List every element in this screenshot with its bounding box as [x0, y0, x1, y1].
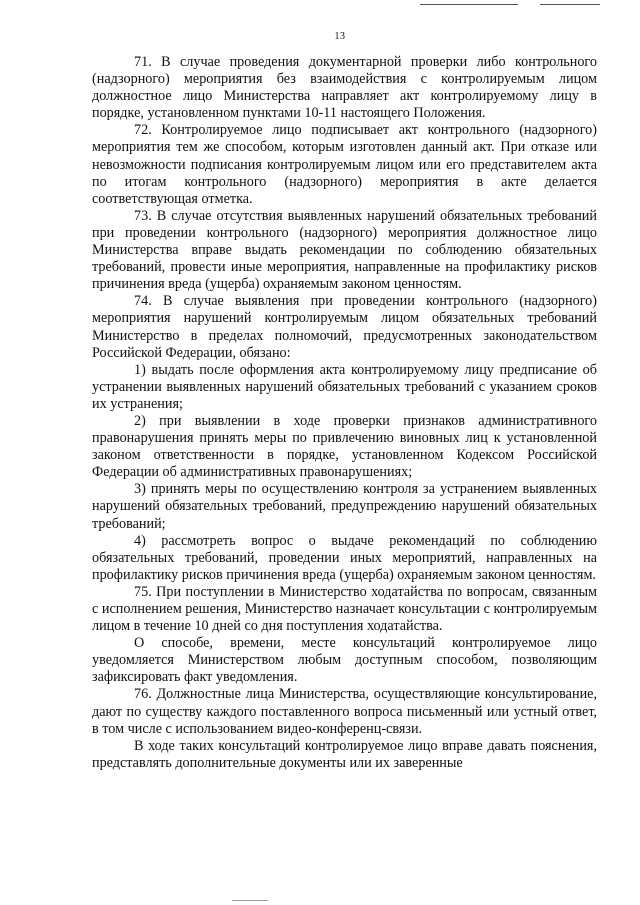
paragraph-74-item-2: 2) при выявлении в ходе проверки признаков административного правонарушения принять меры по привлечению виновных лиц к установленной законом ответственности в порядке, установленном Кодексом Российской Федерации об административных правонарушениях; — [92, 412, 597, 481]
paragraph-74: 74. В случае выявления при проведении контрольного (надзорного) мероприятия нарушений контролируемым лицом обязательных требований Министерство в пределах полномочий, предусмотренных законодательством Российской Федерации, обязано: — [92, 293, 597, 361]
paragraph-73: 73. В случае отсутствия выявленных нарушений обязательных требований при проведении контрольного (надзорного) мероприятия должностное лицо Министерства вправе выдать рекомендации по соблюдению обязательных требований, провести иные мероприятия, направленные на профилактику рисков причинения вреда (ущерба) охраняемым законом ценностям. — [92, 207, 597, 293]
top-scan-rule — [420, 4, 518, 5]
bottom-scan-mark — [232, 900, 268, 901]
paragraph-74-item-1: 1) выдать после оформления акта контролируемому лицу предписание об устранении выявленных нарушений обязательных требований с указанием сроков их устранения; — [92, 361, 597, 412]
paragraph-75-notice: О способе, времени, месте консультаций контролируемое лицо уведомляется Министерством любым доступным способом, позволяющим зафиксировать факт уведомления. — [92, 635, 597, 686]
top-scan-rule-short — [540, 4, 600, 5]
paragraph-74-item-4: 4) рассмотреть вопрос о выдаче рекомендаций по соблюдению обязательных требований, проведении иных мероприятий, направленных на профилактику рисков причинения вреда (ущерба) охраняемым законом ценностям. — [92, 532, 597, 583]
paragraph-74-item-3: 3) принять меры по осуществлению контроля за устранением выявленных нарушений обязательных требований, предупреждению нарушений обязательных требований; — [92, 481, 597, 532]
page-number: 13 — [334, 31, 346, 42]
paragraph-76-continuation: В ходе таких консультаций контролируемое лицо вправе давать пояснения, представлять дополнительные документы или их заверенные — [92, 737, 597, 771]
paragraph-76: 76. Должностные лица Министерства, осуществляющие консультирование, дают по существу каждого поставленного вопроса письменный или устный ответ, в том числе с использованием видео-конференц-связи. — [92, 686, 597, 737]
paragraph-72: 72. Контролируемое лицо подписывает акт контрольного (надзорного) мероприятия тем же способом, которым изготовлен данный акт. При отказе или невозможности подписания контролируемым лицом или его представителем акта по итогам контрольного (надзорного) мероприятия в акте делается соответствующая отметка. — [92, 122, 597, 207]
document-body — [92, 54, 597, 772]
paragraph-75: 75. При поступлении в Министерство ходатайства по вопросам, связанным с исполнением решения, Министерство назначает консультации с контролируемым лицом в течение 10 дней со дня поступления ходатайства. — [92, 583, 597, 635]
paragraph-71: 71. В случае проведения документарной проверки либо контрольного (надзорного) мероприятия без взаимодействия с контролируемым лицом должностное лицо Министерства направляет акт контролируемому лицу в порядке, установленном пунктами 10-11 настоящего Положения. — [92, 54, 597, 122]
